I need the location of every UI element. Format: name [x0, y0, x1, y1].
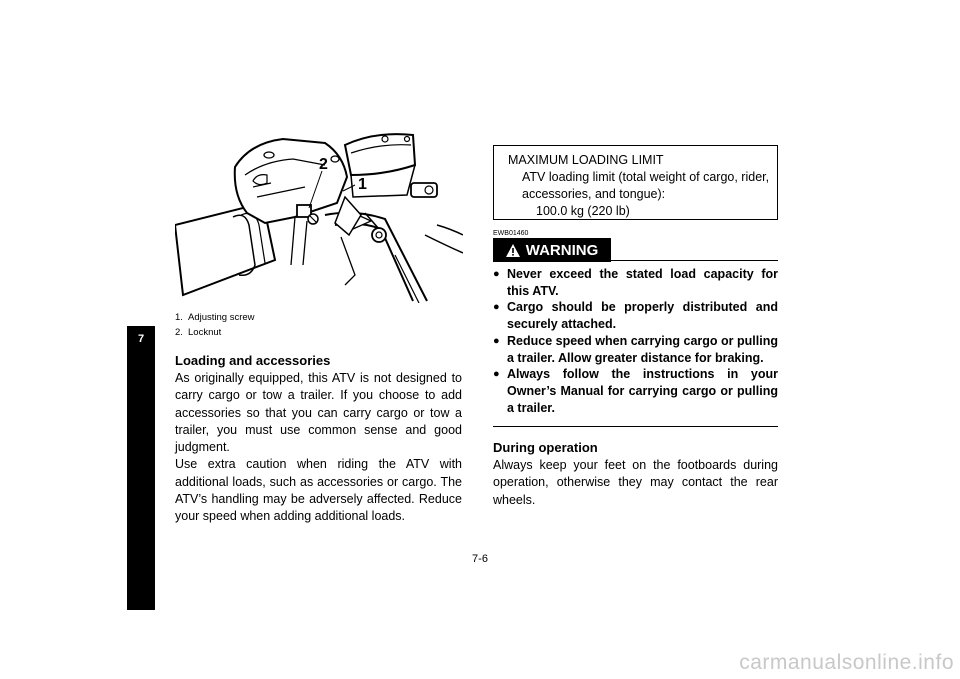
- caption-number: 2.: [175, 327, 183, 338]
- caption-item: [175, 325, 255, 340]
- operation-section: [493, 439, 778, 509]
- warning-banner: [493, 238, 611, 262]
- loading-section: [175, 352, 462, 526]
- callout-1: 1: [358, 176, 367, 193]
- loading-title: Loading and accessories: [175, 353, 331, 368]
- loading-paragraph-1: As originally equipped, this ATV is not designed to carry cargo or tow a trailer. If you choose to add accessories so that you can carry cargo or tow a trailer, you must use common sense and good judgment.: [175, 371, 462, 455]
- callout-2: 2: [319, 156, 328, 173]
- warning-item-text: Cargo should be properly distributed and securely attached.: [507, 300, 778, 332]
- warning-rule-top: [611, 260, 778, 261]
- warning-item: [493, 266, 778, 299]
- watermark: carmanualsonline.info: [739, 651, 954, 674]
- figure-caption: [175, 310, 255, 340]
- chapter-tab: 7: [127, 326, 155, 610]
- handlebar-illustration: [175, 125, 463, 303]
- warning-rule-bottom: [493, 426, 778, 427]
- warning-label: WARNING: [525, 241, 599, 259]
- bullet-icon: ●: [493, 368, 500, 381]
- bullet-icon: ●: [493, 334, 500, 347]
- bullet-icon: ●: [493, 301, 500, 314]
- warning-code: EWB01460: [493, 230, 529, 237]
- warning-item: [493, 333, 778, 366]
- warning-item-text: Reduce speed when carrying cargo or pulling a trailer. Allow greater distance for braking.: [507, 333, 778, 365]
- caption-item: [175, 310, 255, 325]
- bullet-icon: ●: [493, 268, 500, 280]
- warning-triangle-icon: [506, 244, 520, 257]
- caption-text: Locknut: [188, 327, 222, 338]
- warning-item-text: Always follow the instructions in your Owner’s Manual for carrying cargo or pulling a trailer.: [507, 367, 778, 415]
- operation-text: Always keep your feet on the footboards during operation, otherwise they may contact the rear wheels.: [493, 458, 778, 507]
- warning-item: [493, 366, 778, 416]
- warning-item: [493, 299, 778, 332]
- max-loading-value: 100.0 kg (220 lb): [536, 204, 630, 218]
- page-number: 7-6: [472, 553, 488, 565]
- warning-item-text: Never exceed the stated load capacity for this ATV.: [507, 267, 778, 298]
- caption-number: 1.: [175, 312, 183, 323]
- loading-paragraph-2: Use extra caution when riding the ATV with additional loads, such as accessories or cargo. The ATV’s handling may be adversely affected. Reduce your speed when adding additional loads.: [175, 457, 462, 524]
- max-loading-heading: MAXIMUM LOADING LIMIT: [508, 153, 664, 167]
- max-loading-description: ATV loading limit (total weight of cargo, rider, accessories, and tongue):: [522, 170, 770, 201]
- operation-title: During operation: [493, 440, 598, 455]
- warning-list: [493, 266, 778, 416]
- caption-text: Adjusting screw: [188, 312, 255, 323]
- max-loading-limit-box: [493, 145, 778, 220]
